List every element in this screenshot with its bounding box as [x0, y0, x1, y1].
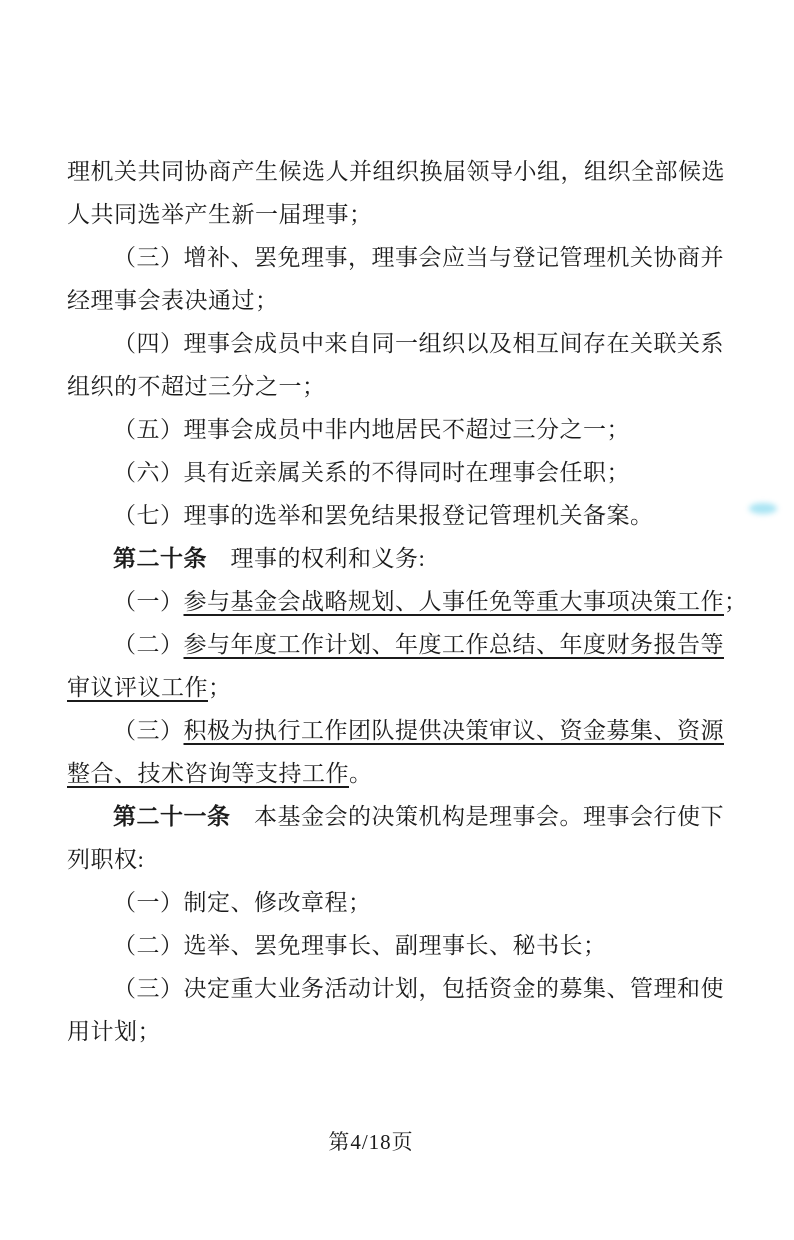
text-segment: （一） [113, 589, 184, 614]
text-line [67, 408, 729, 451]
text-segment: 本基金会的决策机构是理事会。理事会行使下 [230, 804, 724, 829]
text-line [67, 666, 729, 709]
text-line [67, 795, 729, 838]
document-body [67, 150, 748, 1053]
text-line [67, 150, 729, 193]
text-line [67, 451, 729, 494]
text-line [67, 623, 729, 666]
text-line [67, 322, 729, 365]
text-segment: （三） [113, 718, 184, 743]
text-line [67, 709, 729, 752]
text-segment: （四）理事会成员中来自同一组织以及相互间存在关联关系 [113, 331, 724, 356]
text-segment: 经理事会表决通过； [67, 288, 279, 313]
text-segment: 用计划； [67, 1019, 161, 1044]
text-line [67, 838, 729, 881]
text-line [67, 1010, 729, 1053]
text-segment: 组织的不超过三分之一； [67, 374, 326, 399]
text-line [67, 236, 729, 279]
page-number: 第4/18页 [328, 1130, 414, 1154]
underlined-text: 积极为执行工作团队提供决策审议、资金募集、资源 [183, 718, 724, 743]
underlined-text: 参与基金会战略规划、人事任免等重大事项决策工作 [183, 589, 724, 614]
scan-artifact-highlight [749, 503, 777, 514]
text-segment: （七）理事的选举和罢免结果报登记管理机关备案。 [113, 503, 654, 528]
text-line [67, 365, 729, 408]
text-segment: （二） [113, 632, 184, 657]
text-line [67, 193, 729, 236]
underlined-text: 参与年度工作计划、年度工作总结、年度财务报告等 [183, 632, 724, 657]
text-segment: （三）决定重大业务活动计划，包括资金的募集、管理和使 [113, 976, 724, 1001]
text-segment: 理事的权利和义务: [207, 546, 426, 571]
text-line [67, 279, 729, 322]
text-line [67, 924, 729, 967]
text-segment: 列职权: [67, 847, 145, 872]
underlined-text: 整合、技术咨询等支持工作 [67, 761, 349, 786]
article-heading: 第二十一条 [113, 804, 231, 829]
underlined-text: 审议评议工作 [67, 675, 208, 700]
text-segment: 理机关共同协商产生候选人并组织换届领导小组，组织全部候选 [67, 159, 725, 184]
text-segment: （五）理事会成员中非内地居民不超过三分之一； [113, 417, 630, 442]
text-line [67, 580, 748, 623]
text-segment: （六）具有近亲属关系的不得同时在理事会任职； [113, 460, 630, 485]
text-line [67, 537, 729, 580]
text-line [67, 752, 729, 795]
text-segment: （一）制定、修改章程； [113, 890, 372, 915]
text-segment: （三）增补、罢免理事，理事会应当与登记管理机关协商并 [113, 245, 724, 270]
text-segment: ； [208, 675, 232, 700]
text-segment: 人共同选举产生新一届理事； [67, 202, 373, 227]
article-heading: 第二十条 [113, 546, 207, 571]
text-segment: ； [724, 589, 748, 614]
text-line [67, 881, 729, 924]
text-line [67, 967, 729, 1010]
text-line [67, 494, 729, 537]
text-segment: 。 [349, 761, 373, 786]
text-segment: （二）选举、罢免理事长、副理事长、秘书长； [113, 933, 607, 958]
